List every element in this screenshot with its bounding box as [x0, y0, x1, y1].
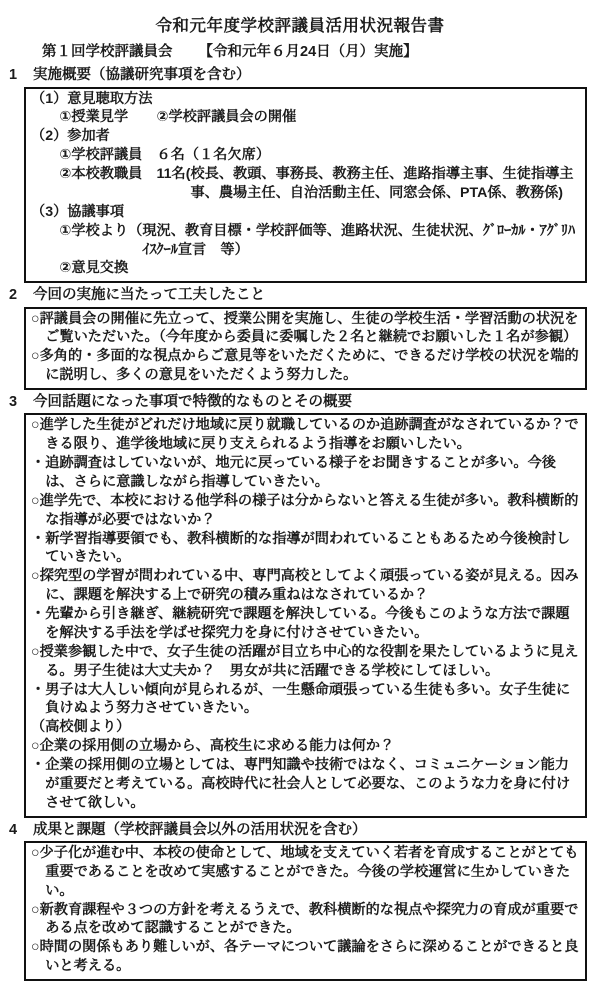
section-4-box	[24, 841, 587, 981]
section-1-heading	[0, 66, 600, 85]
list-item-text: 現況、教育目標・学校評価等、進路状況、生徒状況、ｸﾞﾛｰｶﾙ・ｱｸﾞﾘﾊｲｽｸｰﾙ宣言 等）	[142, 222, 576, 258]
list-item: ○多角的・多面的な視点からご意見等をいただくために、できるだけ学校の状況を端的に説明し、多くの意見をいただくよう努力した。	[31, 348, 579, 384]
list-item: ○時間の関係もあり難しいが、各テーマについて議論をさらに深めることができると良いと考える。	[31, 939, 579, 975]
section-4-title: 成果と課題（学校評議員会以外の活用状況を含む）	[33, 821, 367, 838]
meeting-name: 第１回学校評議員会	[42, 43, 173, 60]
section-1-box	[24, 87, 587, 284]
list-item: ・男子は大人しい傾向が見られるが、一生懸命頑張っている生徒も多い。女子生徒に負けぬよう努力させていきたい。	[31, 681, 571, 717]
list-item: （高校側より）	[31, 719, 131, 736]
section-4-number: 4	[9, 821, 18, 838]
section-2-heading	[0, 286, 600, 305]
list-item: ○進学した生徒がどれだけ地域に戻り就職しているのか追跡調査がなされているか？できる限り、進学後地域に戻り支えられるよう指導をお願いしたい。	[31, 417, 579, 453]
meeting-subtitle	[42, 43, 600, 62]
list-item-label: ①学校より（	[59, 222, 143, 239]
list-item: ○新教育課程や３つの方針を考えるうえで、教科横断的な視点や探究力の育成が重要である点を改めて認識することができた。	[31, 901, 579, 937]
section-2-number: 2	[9, 287, 18, 304]
list-item: ○探究型の学習が問われている中、専門高校としてよく頑張っている姿が見える。因みに、課題を解決する上で研究の積み重ねはなされているか？	[31, 568, 579, 604]
list-item: （2）参加者	[31, 128, 110, 145]
list-item-text: 校長、教頭、事務長、教務主任、進路指導主事、生徒指導主事、農場主任、自治活動主任、同窓会係、PTA係、教務係)	[190, 166, 574, 201]
list-item: ①授業見学 ②学校評議員会の開催	[59, 109, 297, 126]
section-1-title: 実施概要（協議研究事項を含む）	[33, 67, 251, 84]
list-item: ①学校評議員 ６名（１名欠席）	[59, 147, 271, 164]
list-item	[31, 165, 579, 203]
list-item: （1）意見聴取方法	[31, 90, 153, 107]
section-2-box	[24, 307, 587, 391]
list-item: ・先輩から引き継ぎ、継続研究で課題を解決している。今後もこのような方法で課題を解決する手法を学ばせ探究力を身に付けさせていきたい。	[31, 606, 570, 641]
section-3-title: 今回話題になった事項で特徴的なものとその概要	[33, 394, 352, 411]
list-item: ・企業の採用側の立場としては、専門知識や技術ではなく、コミュニケーション能力が重要だと考えている。高校時代に社会人として必要な、このような力を身に付けさせて欲しい。	[31, 757, 571, 811]
list-item: （3）協議事項	[31, 203, 125, 220]
section-2-title: 今回の実施に当たって工夫したこと	[33, 287, 265, 304]
page-title: 令和元年度学校評議員活用状況報告書	[155, 17, 445, 35]
list-item: ○進学先で、本校における他学科の様子は分からないと答える生徒が多い。教科横断的な指導が必要ではないか？	[31, 492, 579, 528]
section-4-heading	[0, 821, 600, 840]
list-item: ・新学習指導要領でも、教科横断的な指導が問われていることもあるため今後検討していきたい。	[31, 530, 571, 566]
section-3-heading	[0, 393, 600, 412]
list-item	[31, 222, 579, 260]
list-item: ・追跡調査はしていないが、地元に戻っている様子をお聞きすることが多い。今後は、さらに意識しながら指導していきたい。	[31, 455, 556, 490]
list-item: ○評議員会の開催に先立って、授業公開を実施し、生徒の学校生活・学習活動の状況をご覧いただいた。（今年度から委員に委嘱した２名と継続でお願いした１名が参観）	[31, 310, 579, 346]
section-3-number: 3	[9, 394, 18, 411]
list-item: ○授業参観した中で、女子生徒の活躍が目立ち中心的な役割を果たしているように見える。男子生徒は大丈夫か？ 男女が共に活躍できる学校にしてほしい。	[31, 643, 579, 679]
section-1-number: 1	[9, 67, 18, 84]
meeting-date: 【令和元年６月24日（月）実施】	[198, 43, 418, 60]
list-item: ○企業の採用側の立場から、高校生に求める能力は何か？	[31, 738, 395, 755]
section-3-box	[24, 413, 587, 817]
list-item-label: ②本校教職員 11名(	[59, 166, 191, 182]
list-item: ○少子化が進む中、本校の使命として、地域を支えていく若者を育成することがとても重要であることを改めて実感することができた。今後の学校運営に生かしていきたい。	[31, 844, 579, 899]
list-item: ②意見交換	[59, 260, 129, 277]
